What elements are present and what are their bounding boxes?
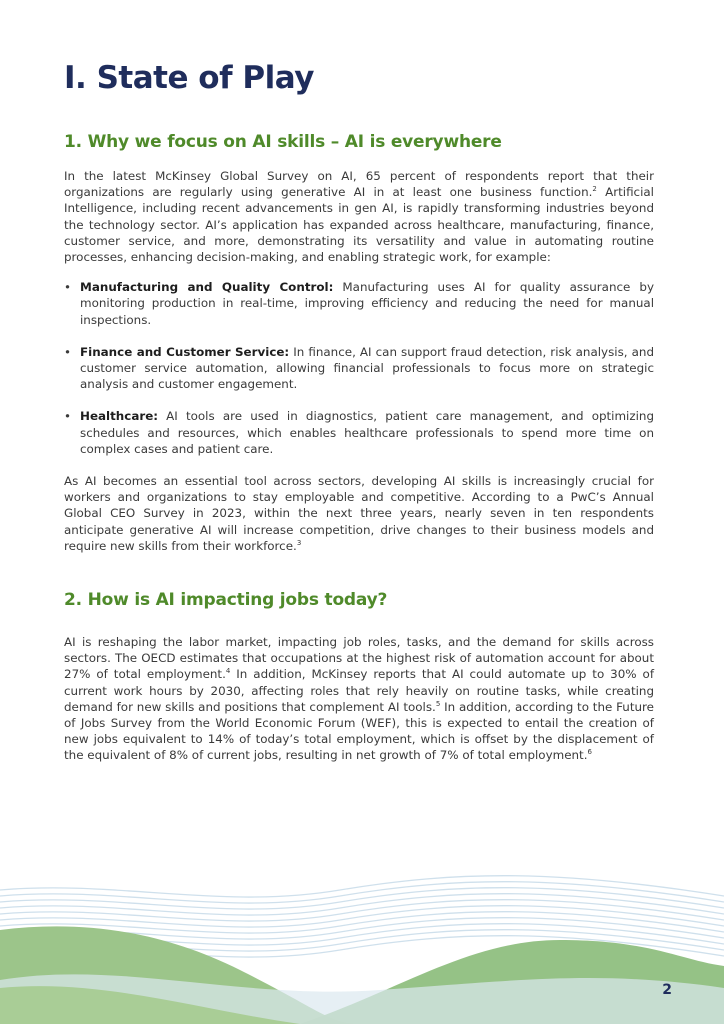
footnote-ref[interactable]: 4 [225, 667, 231, 676]
list-item-text: In finance, AI can support fraud detection, risk analysis, and customer service automation, allowing financial professionals to focus more on strategic analysis and customer engagement. [80, 344, 655, 392]
decorative-waves [0, 870, 724, 1024]
closing-text: As AI becomes an essential tool across sectors, developing AI skills is increasingly crucial for workers and organizations to stay employable and competitive. According to a PwC’s Annual Global CEO Survey in 2023, within the next three years, nearly seven in ten respondents anticipate generative AI will increase competition, drive changes to their business models and require new skills from their workforce. [64, 474, 654, 553]
list-item-text: AI tools are used in diagnostics, patient care management, and optimizing schedules and resources, which enables healthcare professionals to spend more time on complex cases and patient care. [80, 409, 654, 456]
list-item-term: Healthcare: [80, 409, 159, 424]
intro-text-a: In the latest McKinsey Global Survey on AI, 65 percent of respondents report that their organizations are regularly using generative AI in at least one business function. [64, 169, 654, 200]
bullet-marker: • [64, 409, 72, 424]
intro-text-b: Artificial Intelligence, including recent advancements in gen AI, is rapidly transforming industries beyond the technology sector. AI’s application has expanded across healthcare, manufacturing, finance, customer service, and more, demonstrating its versatility and value in automating routine processes, enhancing decision-making, and enabling strategic work, for example: [64, 185, 654, 265]
list-item-text: Manufacturing uses AI for quality assurance by monitoring production in real-time, improving efficiency and reducing the need for manual inspections. [80, 280, 654, 327]
footnote-ref[interactable]: 6 [587, 748, 592, 757]
examples-list [64, 279, 654, 457]
bullet-marker: • [64, 344, 72, 359]
footnote-ref[interactable]: 5 [435, 699, 441, 708]
page-number: 2 [662, 982, 672, 998]
footnote-ref[interactable]: 3 [296, 538, 302, 547]
list-item [64, 344, 654, 393]
page-content [64, 56, 654, 764]
list-item-term: Finance and Customer Service: [80, 344, 290, 359]
list-item-term: Manufacturing and Quality Control: [80, 280, 334, 295]
footnote-ref[interactable]: 2 [592, 185, 597, 194]
bullet-marker: • [64, 280, 72, 295]
section-heading-ai-skills: 1. Why we focus on AI skills – AI is everywhere [64, 132, 502, 152]
section2-text-b: In addition, McKinsey reports that AI could automate up to 30% of current work hours by 2030, affecting roles that rely heavily on routine tasks, while creating demand for new skills and positions that complement AI tools. [64, 667, 655, 714]
section1-closing-paragraph [64, 473, 654, 554]
list-item [64, 408, 654, 457]
section2-paragraph [64, 634, 654, 764]
section2-text-c: In addition, according to the Future of Jobs Survey from the World Economic Forum (WEF), this is expected to entail the creation of new jobs equivalent to 14% of today’s total employment, which is offset by the displacement of the equivalent of 8% of current jobs, resulting in net growth of 7% of total employment. [64, 699, 654, 763]
section1-intro-paragraph [64, 168, 654, 265]
list-item [64, 279, 654, 328]
section2-text-a: AI is reshaping the labor market, impacting job roles, tasks, and the demand for skills across sectors. The OECD estimates that occupations at the highest risk of automation account for about 27% of total employment. [64, 635, 654, 682]
page-title: I. State of Play [64, 60, 314, 96]
section-heading-ai-jobs: 2. How is AI impacting jobs today? [64, 590, 388, 611]
